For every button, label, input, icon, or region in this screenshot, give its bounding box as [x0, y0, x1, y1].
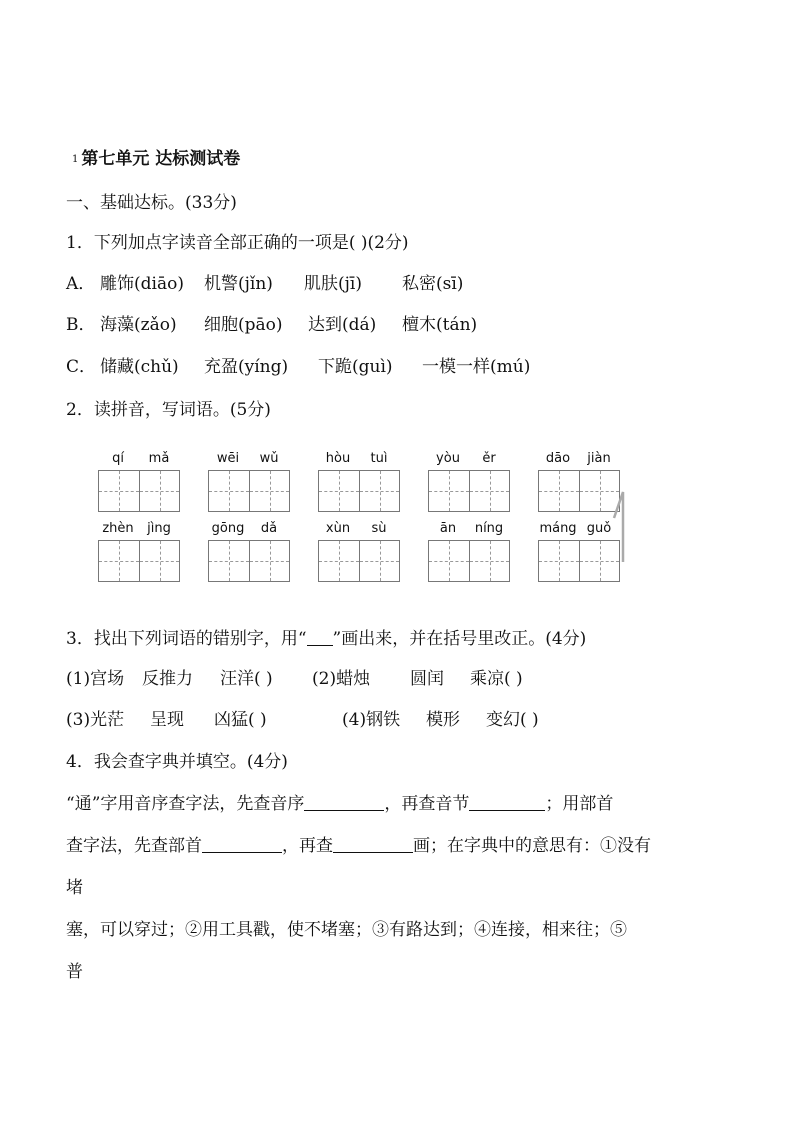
option-item: 充盈(yíng)	[204, 357, 289, 377]
pinyin: dǎ	[260, 521, 278, 536]
word-item[interactable]: (1)宫场	[66, 669, 125, 689]
pinyin: tuì	[370, 451, 388, 466]
scan-mark-decoration	[612, 488, 626, 564]
option-item: 肌肤(jī)	[304, 274, 362, 294]
q3-row-2	[66, 709, 539, 731]
writing-grid[interactable]	[538, 540, 620, 582]
q1-option-c[interactable]	[66, 356, 530, 378]
q1-stem: 1．下列加点字读音全部正确的一项是( )(2分)	[66, 233, 409, 253]
pinyin: wǔ	[259, 451, 279, 466]
word-item[interactable]: 呈现	[150, 710, 184, 730]
pinyin: gōng	[211, 521, 245, 536]
writing-grid[interactable]	[428, 540, 510, 582]
pinyin: yòu	[436, 451, 460, 466]
writing-grid[interactable]	[98, 540, 180, 582]
q4-text: ，再查音节	[384, 794, 470, 814]
writing-grid[interactable]	[208, 540, 290, 582]
q4-paragraph-line	[66, 793, 613, 815]
pinyin: ěr	[482, 451, 496, 466]
pinyin: mǎ	[148, 451, 170, 466]
option-item: 细胞(pāo)	[204, 315, 283, 335]
q4-stem: 4．我会查字典并填空。(4分)	[66, 752, 288, 772]
q4-paragraph-line: 普	[66, 962, 83, 982]
option-item: 私密(sī)	[402, 274, 464, 294]
writing-grid[interactable]	[428, 470, 510, 512]
fill-blank[interactable]	[202, 836, 282, 853]
underline-sample	[307, 629, 333, 646]
writing-grid[interactable]	[318, 540, 400, 582]
q4-text: ，再查	[282, 836, 333, 856]
option-item: 檀木(tán)	[402, 315, 478, 335]
page-number: 1	[72, 154, 79, 165]
option-item: 一模一样(mú)	[422, 357, 531, 377]
word-item[interactable]: 乘凉( )	[470, 669, 523, 689]
q2-stem: 2．读拼音，写词语。(5分)	[66, 400, 271, 420]
pinyin: wēi	[216, 451, 240, 466]
option-item: 雕饰(diāo)	[100, 274, 184, 294]
pinyin: níng	[474, 521, 504, 536]
fill-blank[interactable]	[304, 794, 384, 811]
word-item[interactable]: 汪洋( )	[220, 669, 273, 689]
q4-paragraph-line	[66, 835, 651, 857]
writing-grid[interactable]	[538, 470, 620, 512]
option-item: 机警(jǐn)	[204, 274, 273, 294]
pinyin: xùn	[325, 521, 351, 536]
q3-stem-part: 3．找出下列词语的错别字，用“	[66, 629, 307, 649]
pinyin: guǒ	[586, 521, 612, 536]
pinyin: dāo	[545, 451, 571, 466]
option-item: 下跪(guì)	[318, 357, 393, 377]
word-item[interactable]: 变幻( )	[486, 710, 539, 730]
writing-grid[interactable]	[318, 470, 400, 512]
word-item[interactable]: 圆闰	[410, 669, 444, 689]
q4-text: “通”字用音序查字法，先查音序	[66, 794, 305, 814]
word-item[interactable]: (2)蜡烛	[312, 669, 371, 689]
word-item[interactable]: (3)光茫	[66, 710, 125, 730]
option-item: 达到(dá)	[308, 315, 377, 335]
q3-stem	[66, 628, 586, 650]
writing-grid[interactable]	[98, 470, 180, 512]
writing-grid[interactable]	[208, 470, 290, 512]
q4-text: ；用部首	[545, 794, 614, 814]
pinyin: sù	[371, 521, 387, 536]
option-label: C．	[66, 357, 97, 377]
page-title	[72, 148, 240, 171]
q4-text: 画；在字典中的意思有：①没有	[413, 836, 651, 856]
section-heading: 一、基础达标。(33分)	[66, 193, 237, 213]
pinyin: zhèn	[102, 521, 134, 536]
word-item[interactable]: 反推力	[142, 669, 193, 689]
q4-paragraph-line: 堵	[66, 878, 83, 898]
title-text: 第七单元 达标测试卷	[81, 149, 241, 169]
fill-blank[interactable]	[469, 794, 545, 811]
option-label: A．	[66, 274, 96, 294]
fill-blank[interactable]	[333, 836, 413, 853]
pinyin: ān	[439, 521, 457, 536]
pinyin: jiàn	[587, 451, 611, 466]
q4-paragraph-line: 塞，可以穿过；②用工具戳，使不堵塞；③有路达到；④连接，相来往；⑤	[66, 920, 627, 940]
q3-stem-part: ”画出来，并在括号里改正。(4分)	[332, 629, 587, 649]
option-label: B．	[66, 315, 96, 335]
word-item[interactable]: 模形	[426, 710, 460, 730]
pinyin: qí	[112, 451, 124, 466]
q4-text: 查字法，先查部首	[66, 836, 202, 856]
pinyin: hòu	[325, 451, 351, 466]
option-item: 储藏(chǔ)	[100, 357, 179, 377]
q3-row-1	[66, 668, 523, 690]
q1-option-b[interactable]	[66, 314, 477, 336]
option-item: 海藻(zǎo)	[100, 315, 177, 335]
pinyin: jìng	[147, 521, 171, 536]
word-item[interactable]: 凶猛( )	[214, 710, 267, 730]
pinyin: máng	[539, 521, 577, 536]
q1-option-a[interactable]	[66, 273, 463, 295]
word-item[interactable]: (4)钢铁	[342, 710, 401, 730]
